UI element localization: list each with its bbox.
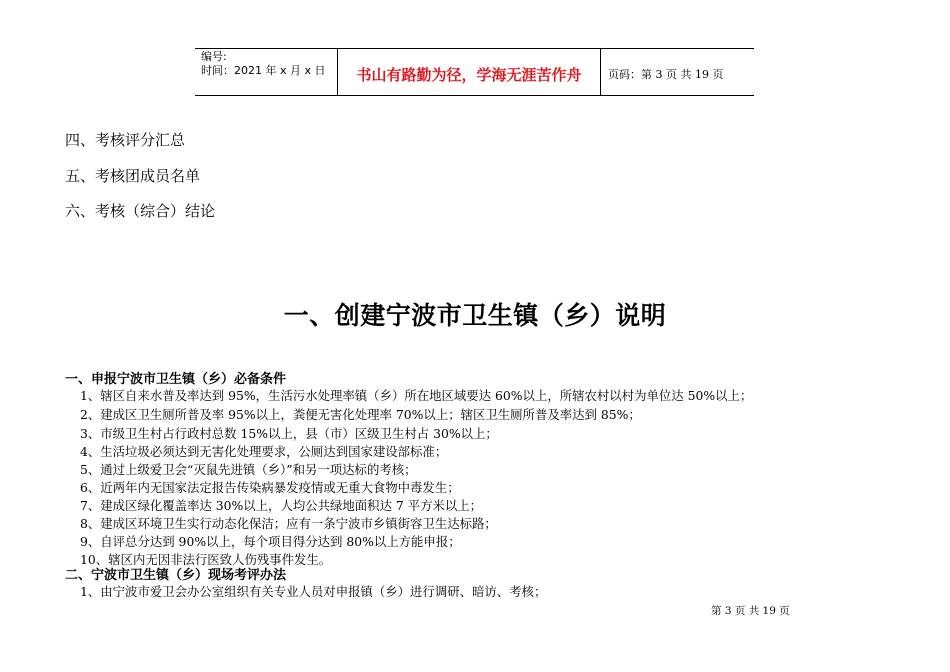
page-footer: 第 3 页 共 19 页 — [711, 605, 790, 617]
list-item: 5、通过上级爱卫会“灭鼠先进镇（乡）”和另一项达标的考核； — [80, 462, 417, 477]
toc-item-5: 五、考核团成员名单 — [65, 167, 201, 185]
list-item: 3、市级卫生村占行政村总数 15%以上，县（市）区级卫生村占 30%以上； — [80, 426, 498, 441]
list-item: 2、建成区卫生厕所普及率 95%以上，粪便无害化处理率 70%以上；辖区卫生厕所普及率达到 85%； — [80, 407, 641, 422]
header-motto: 书山有路勤为径，学海无涯苦作舟 — [338, 49, 601, 95]
time-label: 时间：2021 年 x 月 x 日 — [201, 64, 326, 77]
toc-item-4: 四、考核评分汇总 — [65, 131, 186, 149]
list-item: 4、生活垃圾必须达到无害化处理要求，公厕达到国家建设部标准； — [80, 444, 448, 459]
list-item: 9、自评总分达到 90%以上，每个项目得分达到 80%以上方能申报； — [80, 534, 461, 549]
header-meta-cell — [195, 49, 338, 95]
list-item: 1、由宁波市爱卫会办公室组织有关专业人员对申报镇（乡）进行调研、暗访、考核； — [80, 584, 547, 599]
list-item: 1、辖区自来水普及率达到 95%，生活污水处理率镇（乡）所在地区域要达 60%以上，所辖农村以村为单位达 50%以上； — [80, 388, 753, 403]
section-2-heading: 二、宁波市卫生镇（乡）现场考评办法 — [65, 568, 287, 583]
page-header — [195, 48, 754, 96]
document-title: 一、创建宁波市卫生镇（乡）说明 — [283, 301, 667, 330]
number-label: 编号: — [201, 50, 227, 63]
list-item: 7、建成区绿化覆盖率达 30%以上，人均公共绿地面积达 7 平方米以上； — [80, 498, 483, 513]
header-page-code: 页码：第 3 页 共 19 页 — [608, 68, 724, 81]
list-item: 10、辖区内无因非法行医致人伤残事件发生。 — [80, 552, 332, 567]
list-item: 8、建成区环境卫生实行动态化保洁；应有一条宁波市乡镇街容卫生达标路； — [80, 516, 497, 531]
list-item: 6、近两年内无国家法定报告传染病暴发疫情或无重大食物中毒发生； — [80, 480, 460, 495]
section-1-heading: 一、申报宁波市卫生镇（乡）必备条件 — [65, 372, 287, 387]
toc-item-6: 六、考核（综合）结论 — [65, 202, 216, 220]
